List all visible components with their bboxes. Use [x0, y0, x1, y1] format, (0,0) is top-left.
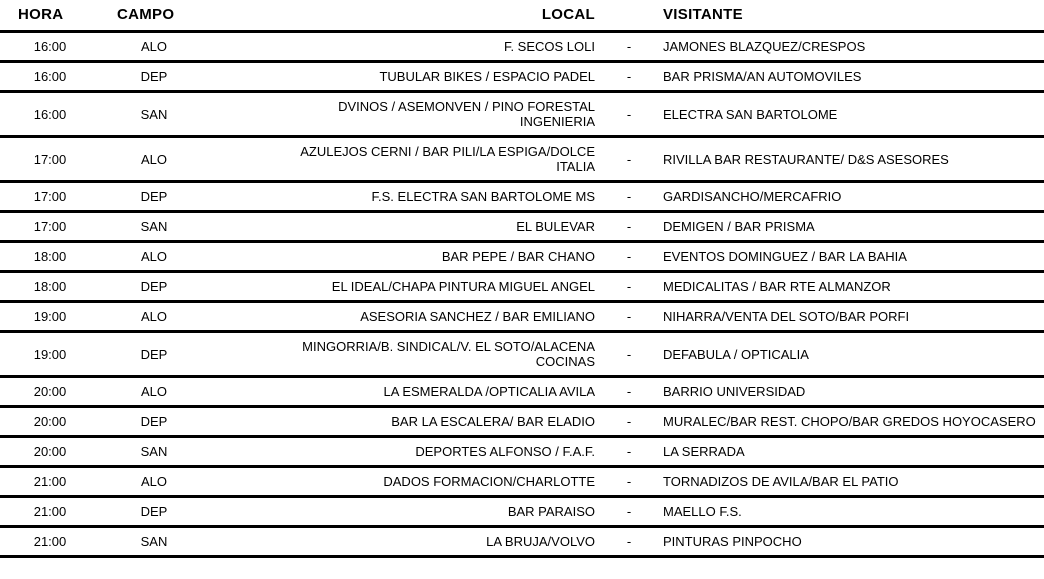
cell-campo: DEP [140, 279, 168, 294]
separator-dash: - [626, 106, 632, 122]
cell-hora: 16:00 [33, 69, 67, 84]
separator-dash: - [626, 249, 632, 264]
header-campo: CAMPO [117, 6, 175, 23]
cell-hora: 17:00 [33, 151, 67, 167]
cell-visitante: PINTURAS PINPOCHO [663, 534, 802, 549]
cell-hora: 21:00 [33, 504, 67, 519]
table-row [0, 272, 1044, 302]
cell-hora: 16:00 [33, 39, 67, 54]
cell-local: F. SECOS LOLI [503, 39, 595, 54]
cell-campo: ALO [140, 474, 167, 489]
separator-dash: - [626, 309, 632, 324]
cell-local: TUBULAR BIKES / ESPACIO PADEL [379, 69, 595, 84]
cell-hora: 21:00 [33, 534, 67, 549]
cell-local: ASESORIA SANCHEZ / BAR EMILIANO [360, 309, 595, 324]
separator-dash: - [626, 474, 632, 489]
cell-hora: 20:00 [33, 384, 67, 399]
cell-hora: 19:00 [33, 346, 67, 362]
header-separator [595, 0, 663, 32]
cell-hora: 20:00 [33, 414, 67, 429]
table-row [0, 32, 1044, 62]
cell-local: DADOS FORMACION/CHARLOTTE [383, 474, 595, 489]
cell-campo: DEP [140, 69, 168, 84]
cell-visitante: BARRIO UNIVERSIDAD [663, 384, 806, 399]
table-header-row [0, 0, 1044, 32]
separator-dash: - [626, 384, 632, 399]
cell-campo: SAN [140, 219, 168, 234]
cell-campo: ALO [140, 39, 167, 54]
separator-dash: - [626, 189, 632, 204]
cell-visitante: RIVILLA BAR RESTAURANTE/ D&S ASESORES [663, 151, 949, 167]
schedule-table-body [0, 32, 1044, 557]
cell-visitante: ELECTRA SAN BARTOLOME [663, 106, 838, 122]
cell-campo: ALO [140, 151, 167, 167]
cell-visitante: DEFABULA / OPTICALIA [663, 346, 809, 362]
table-row [0, 437, 1044, 467]
separator-dash: - [626, 534, 632, 549]
cell-campo: SAN [140, 444, 168, 459]
cell-local: MINGORRIA/B. SINDICAL/V. EL SOTO/ALACENA COCINAS [302, 339, 595, 369]
table-row [0, 332, 1044, 377]
cell-visitante: DEMIGEN / BAR PRISMA [663, 219, 815, 234]
cell-visitante: JAMONES BLAZQUEZ/CRESPOS [663, 39, 866, 54]
separator-dash: - [626, 39, 632, 54]
cell-campo: ALO [140, 249, 167, 264]
schedule-table-head [0, 0, 1044, 32]
table-row [0, 377, 1044, 407]
cell-hora: 20:00 [33, 444, 67, 459]
cell-visitante: LA SERRADA [663, 444, 745, 459]
cell-local: BAR PEPE / BAR CHANO [441, 249, 595, 264]
table-row [0, 137, 1044, 182]
separator-dash: - [626, 151, 632, 167]
cell-hora: 16:00 [33, 106, 67, 122]
cell-visitante: MURALEC/BAR REST. CHOPO/BAR GREDOS HOYOCASERO [663, 414, 1036, 429]
header-visitante: VISITANTE [663, 6, 743, 23]
cell-hora: 21:00 [33, 474, 67, 489]
cell-campo: ALO [140, 384, 167, 399]
cell-campo: SAN [140, 534, 168, 549]
cell-visitante: BAR PRISMA/AN AUTOMOVILES [663, 69, 862, 84]
table-row [0, 242, 1044, 272]
cell-local: EL IDEAL/CHAPA PINTURA MIGUEL ANGEL [331, 279, 595, 294]
cell-visitante: GARDISANCHO/MERCAFRIO [663, 189, 842, 204]
cell-hora: 18:00 [33, 279, 67, 294]
cell-local: LA ESMERALDA /OPTICALIA AVILA [383, 384, 595, 399]
cell-local: AZULEJOS CERNI / BAR PILI/LA ESPIGA/DOLCE ITALIA [300, 144, 595, 174]
table-row [0, 302, 1044, 332]
table-row [0, 212, 1044, 242]
cell-hora: 18:00 [33, 249, 67, 264]
cell-campo: DEP [140, 346, 168, 362]
separator-dash: - [626, 504, 632, 519]
cell-hora: 19:00 [33, 309, 67, 324]
cell-local: DEPORTES ALFONSO / F.A.F. [415, 444, 595, 459]
separator-dash: - [626, 346, 632, 362]
cell-visitante: MAELLO F.S. [663, 504, 742, 519]
separator-dash: - [626, 444, 632, 459]
separator-dash: - [626, 279, 632, 294]
cell-campo: DEP [140, 414, 168, 429]
separator-dash: - [626, 414, 632, 429]
cell-local: BAR PARAISO [507, 504, 595, 519]
separator-dash: - [626, 69, 632, 84]
header-local: LOCAL [541, 6, 595, 23]
cell-local: LA BRUJA/VOLVO [486, 534, 595, 549]
header-hora: HORA [18, 6, 64, 23]
table-row [0, 182, 1044, 212]
cell-local: EL BULEVAR [516, 219, 595, 234]
separator-dash: - [626, 219, 632, 234]
cell-local: F.S. ELECTRA SAN BARTOLOME MS [371, 189, 595, 204]
table-row [0, 92, 1044, 137]
cell-hora: 17:00 [33, 189, 67, 204]
table-row [0, 407, 1044, 437]
table-row [0, 497, 1044, 527]
cell-campo: ALO [140, 309, 167, 324]
table-row [0, 527, 1044, 557]
cell-visitante: TORNADIZOS DE AVILA/BAR EL PATIO [663, 474, 899, 489]
cell-campo: DEP [140, 504, 168, 519]
cell-local: DVINOS / ASEMONVEN / PINO FORESTAL INGENIERIA [338, 99, 595, 129]
table-row [0, 62, 1044, 92]
cell-hora: 17:00 [33, 219, 67, 234]
cell-campo: SAN [140, 106, 168, 122]
cell-visitante: EVENTOS DOMINGUEZ / BAR LA BAHIA [663, 249, 907, 264]
cell-visitante: NIHARRA/VENTA DEL SOTO/BAR PORFI [663, 309, 910, 324]
table-row [0, 467, 1044, 497]
cell-local: BAR LA ESCALERA/ BAR ELADIO [391, 414, 595, 429]
cell-visitante: MEDICALITAS / BAR RTE ALMANZOR [663, 279, 891, 294]
cell-campo: DEP [140, 189, 168, 204]
